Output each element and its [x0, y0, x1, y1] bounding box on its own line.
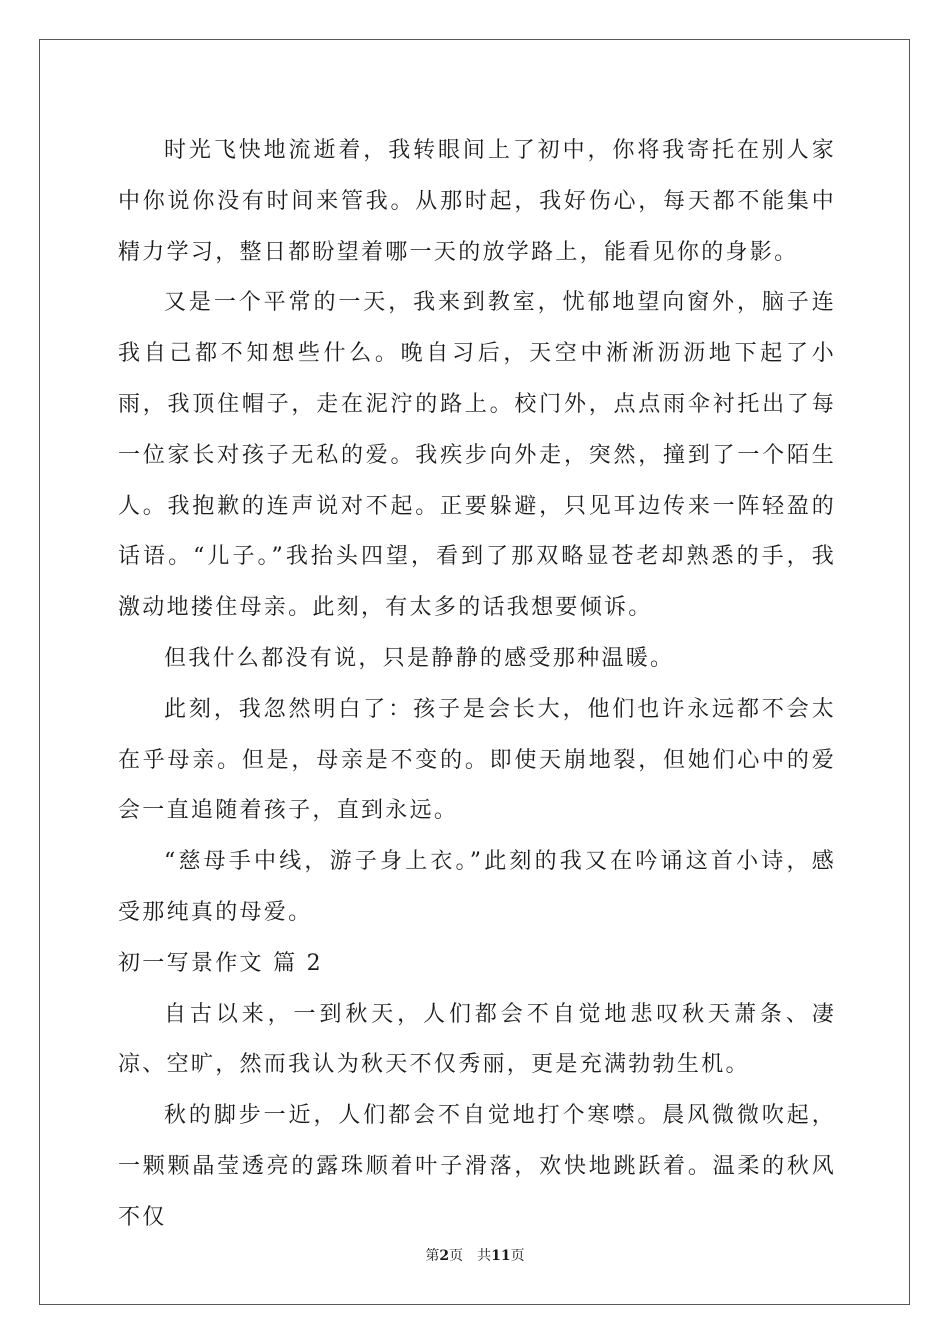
total-prefix: 共	[477, 1248, 492, 1264]
page-unit: 页	[449, 1248, 464, 1264]
document-body	[118, 126, 836, 1244]
paragraph: 但我什么都没有说，只是静静的感受那种温暖。	[164, 645, 675, 671]
total-page-number: 11	[491, 1248, 511, 1264]
page-footer	[0, 1246, 950, 1266]
paragraph: “慈母手中线，游子身上衣。”此刻的我又在吟诵这首小诗，感受那纯真的母爱。	[118, 849, 836, 925]
paragraph: 秋的脚步一近，人们都会不自觉地打个寒噤。晨风微微吹起，一颗颗晶莹透亮的露珠顺着叶子滑落，欢快地跳跃着。温柔的秋风不仅	[118, 1103, 836, 1230]
paragraph: 时光飞快地流逝着，我转眼间上了初中，你将我寄托在别人家中你说你没有时间来管我。从那时起，我好伤心，每天都不能集中精力学习，整日都盼望着哪一天的放学路上，能看见你的身影。	[118, 138, 836, 265]
section-heading: 初一写景作文 篇 2	[118, 950, 323, 976]
total-unit: 页	[510, 1248, 525, 1264]
current-page-number: 2	[439, 1248, 450, 1264]
paragraph: 自古以来，一到秋天，人们都会不自觉地悲叹秋天萧条、凄凉、空旷，然而我认为秋天不仅秀丽，更是充满勃勃生机。	[118, 1001, 836, 1078]
paragraph: 此刻，我忽然明白了：孩子是会长大，他们也许永远都不会太在乎母亲。但是，母亲是不变的。即使天崩地裂，但她们心中的爱会一直追随着孩子，直到永远。	[118, 696, 836, 824]
paragraph: 又是一个平常的一天，我来到教室，忧郁地望向窗外，脑子连我自己都不知想些什么。晚自习后，天空中淅淅沥沥地下起了小雨，我顶住帽子，走在泥泞的路上。校门外，点点雨伞衬托出了每一位家长对孩子无私的爱。我疾步向外走，突然，撞到了一个陌生人。我抱歉的连声说对不起。正要躲避，只见耳边传来一阵轻盈的话语。“儿子。”我抬头四望，看到了那双略显苍老却熟悉的手，我激动地搂住母亲。此刻，有太多的话我想要倾诉。	[118, 290, 836, 621]
page-prefix: 第	[425, 1248, 440, 1264]
